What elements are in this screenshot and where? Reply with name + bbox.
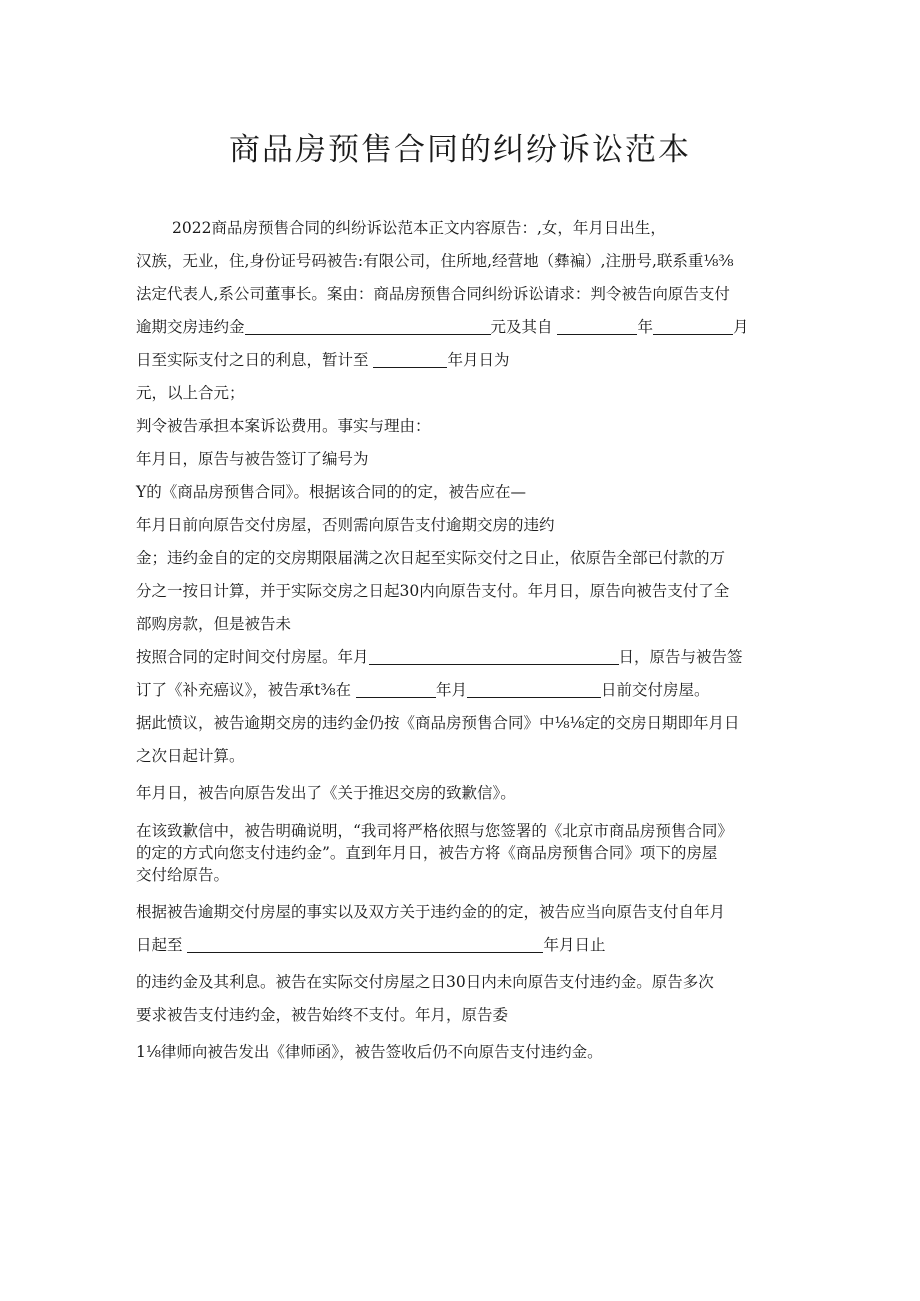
paragraph-line: 交付给原告。 <box>136 866 230 884</box>
paragraph-line: 的定的方式向您支付违约金”。直到年月日，被告方将《商品房预售合同》项下的房屋 <box>136 844 718 862</box>
paragraph-line: 年月日，被告向原告发出了《关于推迟交房的致歉信》。 <box>136 784 516 802</box>
fill-blank <box>373 351 447 368</box>
line-text: 年月日止 <box>543 936 606 954</box>
paragraph-line: 金；违约金自的定的交房期限届满之次日起至实际交付之日止，依原告全部已付款的万 <box>136 549 726 567</box>
paragraph-line: 判令被告承担本案诉讼费用。事实与理由： <box>136 417 431 435</box>
paragraph-line <box>136 674 796 707</box>
paragraph-line: 分之一按日计算，并于实际交房之日起30内向原告支付。年月日，原告向被告支付了全 <box>136 582 730 600</box>
paragraph-line: 年月日，原告与被告签订了编号为 <box>136 450 369 468</box>
fill-blank <box>467 681 601 698</box>
line-text: 逾期交房违约金 <box>136 318 245 336</box>
line-text: 日，原告与被告签 <box>618 648 743 666</box>
paragraph-line: 在该致歉信中，被告明确说明，“我司将严格依照与您签署的《北京市商品房预售合同》 <box>136 822 733 840</box>
line-text: 按照合同的定时间交付房屋。年月 <box>136 648 369 666</box>
paragraph-line: 根据被告逾期交付房屋的事实以及双方关于违约金的的定，被告应当向原告支付自年月 <box>136 903 726 921</box>
paragraph-line: 之次日起计算。 <box>136 747 245 765</box>
fill-blank <box>653 318 733 335</box>
paragraph-line: 2022商品房预售合同的纠纷诉讼范本正文内容原告：,女，年月日出生， <box>172 219 666 237</box>
line-text: 年 <box>637 318 653 336</box>
line-text: 日起至 <box>136 936 183 954</box>
fill-blank <box>557 318 637 335</box>
paragraph-line: 汉族，无业，住,身份证号码被告:有限公司，住所地,经营地（彝褊）,注册号,联系重⅛⅜ <box>136 252 734 270</box>
paragraph-line <box>136 641 796 674</box>
paragraph-line: 的违约金及其利息。被告在实际交付房屋之日30日内未向原告支付违约金。原告多次 <box>136 973 714 991</box>
document-title: 商品房预售合同的纠纷诉讼范本 <box>229 132 691 168</box>
fill-blank <box>356 681 436 698</box>
line-text: 订了《补充癌议》，被告承t⅜在 <box>136 681 352 699</box>
document-body <box>136 212 796 1069</box>
paragraph-line <box>136 344 796 377</box>
paragraph-line <box>136 311 796 344</box>
line-text: 日至实际支付之日的利息，暂计至 <box>136 351 369 369</box>
paragraph-line: 要求被告支付违约金，被告始终不支付。年月，原告委 <box>136 1006 509 1024</box>
line-text: 年月 <box>435 681 467 699</box>
line-text: 月 <box>732 318 749 336</box>
paragraph-line: 年月日前向原告交付房屋，否则需向原告支付逾期交房的违约 <box>136 516 555 534</box>
paragraph-line: 1⅛律师向被告发出《律师函》，被告签收后仍不向原告支付违约金。 <box>136 1043 603 1061</box>
fill-blank <box>369 648 619 665</box>
line-text: 日前交付房屋。 <box>600 681 710 699</box>
line-text: 元及其自 <box>490 318 553 336</box>
paragraph-line: 据此愤议，被告逾期交房的违约金仍按《商品房预售合同》中⅛⅛定的交房日期即年月日 <box>136 714 740 732</box>
fill-blank <box>245 318 491 335</box>
paragraph-line: 法定代表人,系公司董事长。案由：商品房预售合同纠纷诉讼请求：判令被告向原告支付 <box>136 285 730 303</box>
line-text: 年月日为 <box>447 351 510 369</box>
fill-blank <box>187 936 543 953</box>
paragraph-line: 部购房款，但是被告未 <box>136 615 292 633</box>
paragraph-line: 元，以上合元； <box>136 384 245 402</box>
paragraph-line: Y的《商品房预售合同》。根据该合同的的定，被告应在— <box>136 483 526 501</box>
paragraph-line <box>136 929 796 962</box>
